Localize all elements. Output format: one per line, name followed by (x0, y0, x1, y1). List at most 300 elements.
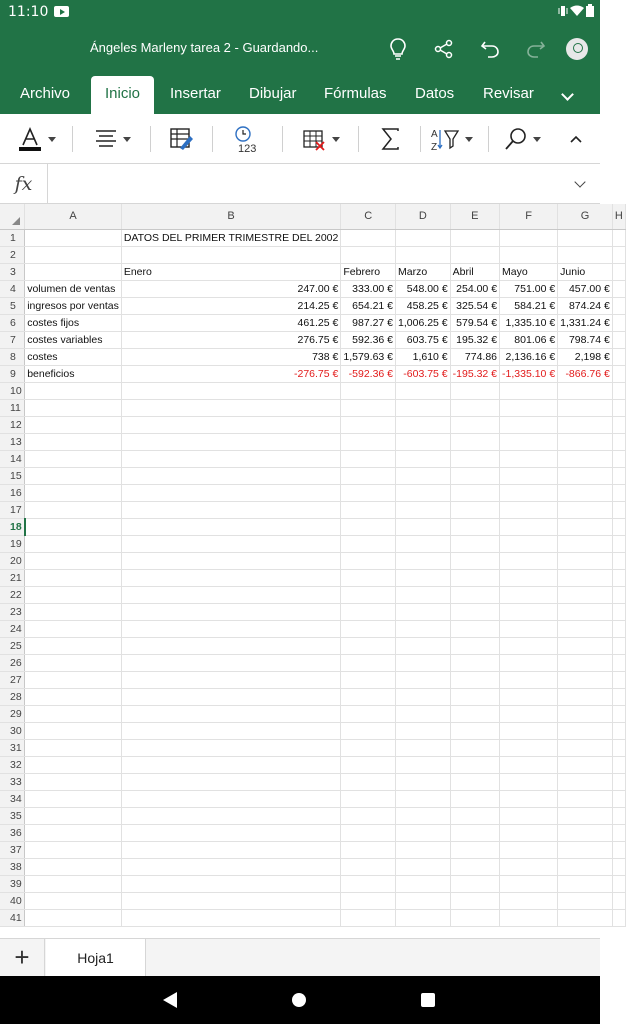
cell[interactable] (121, 501, 341, 518)
column-header[interactable]: F (500, 204, 558, 229)
cell[interactable] (500, 756, 558, 773)
cell[interactable]: costes variables (25, 331, 122, 348)
row-header[interactable]: 35 (0, 807, 25, 824)
cell[interactable] (612, 518, 625, 535)
account-avatar[interactable] (566, 38, 588, 60)
cell[interactable] (396, 603, 451, 620)
cell-styles-button[interactable] (164, 122, 198, 156)
row-header[interactable]: 3 (0, 263, 25, 280)
row-header[interactable]: 2 (0, 246, 25, 263)
cell[interactable] (450, 484, 499, 501)
cell[interactable] (396, 892, 451, 909)
cell[interactable] (121, 586, 341, 603)
cell[interactable] (341, 756, 396, 773)
cell[interactable] (25, 841, 122, 858)
cell[interactable] (612, 450, 625, 467)
cell[interactable] (558, 535, 613, 552)
cell[interactable] (500, 875, 558, 892)
cell[interactable]: -276.75 € (121, 365, 341, 382)
cell[interactable] (121, 756, 341, 773)
cell[interactable]: costes fijos (25, 314, 122, 331)
cell[interactable] (396, 620, 451, 637)
cell[interactable] (121, 552, 341, 569)
cell[interactable] (396, 756, 451, 773)
cell[interactable] (500, 416, 558, 433)
row-header[interactable]: 32 (0, 756, 25, 773)
cell[interactable] (558, 773, 613, 790)
cell[interactable] (450, 637, 499, 654)
cell[interactable] (500, 603, 558, 620)
cell[interactable]: -592.36 € (341, 365, 396, 382)
cell[interactable] (25, 722, 122, 739)
cell[interactable] (558, 637, 613, 654)
cell[interactable] (558, 467, 613, 484)
cell[interactable] (500, 739, 558, 756)
cell[interactable] (121, 688, 341, 705)
collapse-ribbon-button[interactable] (562, 122, 590, 156)
cell[interactable]: 1,006.25 € (396, 314, 451, 331)
cell[interactable]: 1,331.24 € (558, 314, 613, 331)
cell[interactable] (612, 331, 625, 348)
cell[interactable] (121, 450, 341, 467)
cell[interactable] (450, 501, 499, 518)
cell[interactable] (500, 246, 558, 263)
cell[interactable]: 751.00 € (500, 280, 558, 297)
cell[interactable] (612, 688, 625, 705)
cell[interactable]: 247.00 € (121, 280, 341, 297)
cell[interactable] (450, 450, 499, 467)
cell[interactable] (341, 229, 396, 246)
column-header[interactable]: H (612, 204, 625, 229)
cell[interactable] (25, 535, 122, 552)
cell[interactable]: 2,198 € (558, 348, 613, 365)
cell[interactable] (25, 773, 122, 790)
cell[interactable]: Junio (558, 263, 613, 280)
cell[interactable] (500, 535, 558, 552)
tab-dibujar[interactable]: Dibujar (249, 85, 297, 102)
row-header[interactable]: 26 (0, 654, 25, 671)
cell[interactable]: beneficios (25, 365, 122, 382)
cell[interactable] (396, 501, 451, 518)
cell[interactable] (396, 671, 451, 688)
row-header[interactable]: 27 (0, 671, 25, 688)
row-header[interactable]: 1 (0, 229, 25, 246)
cell[interactable] (558, 569, 613, 586)
cell[interactable] (500, 807, 558, 824)
cell[interactable] (121, 807, 341, 824)
cell[interactable] (25, 875, 122, 892)
cell[interactable] (558, 552, 613, 569)
cell[interactable] (612, 399, 625, 416)
cell[interactable] (341, 722, 396, 739)
cell[interactable] (612, 365, 625, 382)
cell[interactable] (121, 637, 341, 654)
cell[interactable] (341, 484, 396, 501)
cell[interactable] (450, 688, 499, 705)
cell[interactable] (396, 382, 451, 399)
cell[interactable] (558, 229, 613, 246)
cell[interactable]: -195.32 € (450, 365, 499, 382)
row-header[interactable]: 29 (0, 705, 25, 722)
row-header[interactable]: 19 (0, 535, 25, 552)
cell[interactable]: 584.21 € (500, 297, 558, 314)
cell[interactable] (612, 671, 625, 688)
cell[interactable] (450, 382, 499, 399)
cell[interactable] (121, 654, 341, 671)
cell[interactable] (341, 824, 396, 841)
cell[interactable] (500, 620, 558, 637)
cell[interactable] (341, 807, 396, 824)
cell[interactable] (25, 807, 122, 824)
column-header[interactable]: A (25, 204, 122, 229)
cell[interactable] (25, 756, 122, 773)
cell[interactable] (341, 688, 396, 705)
cell[interactable] (612, 501, 625, 518)
cell[interactable]: 654.21 € (341, 297, 396, 314)
cell[interactable] (25, 382, 122, 399)
cell[interactable] (558, 875, 613, 892)
cell[interactable] (612, 705, 625, 722)
cell[interactable] (396, 654, 451, 671)
cell[interactable] (341, 739, 396, 756)
cell[interactable] (500, 654, 558, 671)
row-header[interactable]: 41 (0, 909, 25, 926)
cell[interactable] (25, 909, 122, 926)
cell[interactable] (612, 229, 625, 246)
chevron-down-icon[interactable] (574, 176, 585, 187)
cell[interactable] (450, 841, 499, 858)
cell[interactable] (121, 705, 341, 722)
cell[interactable] (612, 263, 625, 280)
cell[interactable] (558, 620, 613, 637)
sort-filter-button[interactable] (428, 122, 474, 156)
cell[interactable] (25, 433, 122, 450)
cell[interactable] (341, 875, 396, 892)
cell[interactable] (341, 518, 396, 535)
cell[interactable]: 987.27 € (341, 314, 396, 331)
cell[interactable] (121, 467, 341, 484)
cell[interactable] (121, 875, 341, 892)
row-header[interactable]: 39 (0, 875, 25, 892)
row-header[interactable]: 23 (0, 603, 25, 620)
cell[interactable] (341, 433, 396, 450)
cell[interactable] (396, 229, 451, 246)
cell[interactable] (341, 535, 396, 552)
cell[interactable] (450, 892, 499, 909)
cell[interactable] (25, 263, 122, 280)
cell[interactable] (558, 909, 613, 926)
row-header[interactable]: 9 (0, 365, 25, 382)
cell[interactable] (396, 552, 451, 569)
cell[interactable] (341, 586, 396, 603)
cell[interactable] (558, 518, 613, 535)
cell[interactable]: 798.74 € (558, 331, 613, 348)
cell[interactable] (121, 722, 341, 739)
cell[interactable] (612, 892, 625, 909)
row-header[interactable]: 11 (0, 399, 25, 416)
row-header[interactable]: 37 (0, 841, 25, 858)
cell[interactable] (612, 552, 625, 569)
cell[interactable] (558, 841, 613, 858)
cell[interactable] (558, 433, 613, 450)
cell[interactable]: 195.32 € (450, 331, 499, 348)
row-header[interactable]: 34 (0, 790, 25, 807)
font-color-button[interactable] (14, 122, 58, 156)
cell[interactable] (121, 416, 341, 433)
cell[interactable]: 458.25 € (396, 297, 451, 314)
cell[interactable] (25, 603, 122, 620)
cell[interactable] (396, 569, 451, 586)
cell[interactable] (612, 586, 625, 603)
back-icon[interactable] (163, 992, 177, 1008)
cell[interactable] (558, 858, 613, 875)
cell[interactable] (25, 654, 122, 671)
cell[interactable]: 254.00 € (450, 280, 499, 297)
cell[interactable] (341, 705, 396, 722)
cell[interactable] (396, 535, 451, 552)
cell[interactable] (500, 586, 558, 603)
cell[interactable] (558, 722, 613, 739)
row-header[interactable]: 15 (0, 467, 25, 484)
cell[interactable] (500, 773, 558, 790)
cell[interactable] (450, 654, 499, 671)
cell[interactable]: 738 € (121, 348, 341, 365)
cell[interactable] (396, 790, 451, 807)
spreadsheet-grid[interactable] (0, 204, 623, 938)
cell[interactable] (396, 246, 451, 263)
undo-icon[interactable] (477, 36, 503, 62)
cell[interactable] (612, 416, 625, 433)
cell[interactable] (121, 603, 341, 620)
cell[interactable] (612, 858, 625, 875)
cell[interactable] (450, 671, 499, 688)
autosum-button[interactable] (374, 122, 408, 156)
tab-formulas[interactable]: Fórmulas (324, 85, 387, 102)
cell[interactable] (612, 824, 625, 841)
cell[interactable] (450, 518, 499, 535)
cell[interactable] (558, 450, 613, 467)
row-header[interactable]: 5 (0, 297, 25, 314)
cell[interactable] (396, 416, 451, 433)
cell[interactable]: 461.25 € (121, 314, 341, 331)
cell[interactable] (396, 807, 451, 824)
cell[interactable]: 457.00 € (558, 280, 613, 297)
cell[interactable] (396, 450, 451, 467)
cell[interactable] (612, 654, 625, 671)
cell[interactable]: Abril (450, 263, 499, 280)
cell[interactable] (558, 892, 613, 909)
cell[interactable] (121, 790, 341, 807)
tab-datos[interactable]: Datos (415, 85, 455, 102)
cell[interactable] (396, 688, 451, 705)
cell[interactable] (341, 246, 396, 263)
cell[interactable]: Enero (121, 263, 341, 280)
cell[interactable] (25, 450, 122, 467)
add-sheet-button[interactable]: + (0, 939, 45, 976)
cell[interactable] (341, 620, 396, 637)
cell[interactable] (341, 603, 396, 620)
cell[interactable] (396, 433, 451, 450)
cell[interactable] (558, 586, 613, 603)
cell[interactable] (25, 569, 122, 586)
cell[interactable] (121, 773, 341, 790)
cell[interactable] (500, 892, 558, 909)
row-header[interactable]: 8 (0, 348, 25, 365)
cell[interactable] (25, 501, 122, 518)
tab-inicio[interactable]: Inicio (91, 76, 154, 114)
cell[interactable] (25, 552, 122, 569)
cell[interactable] (450, 705, 499, 722)
cell[interactable] (450, 246, 499, 263)
cell[interactable] (558, 654, 613, 671)
cell[interactable] (25, 229, 122, 246)
cell[interactable] (25, 790, 122, 807)
cell[interactable] (500, 433, 558, 450)
cell[interactable] (450, 552, 499, 569)
cell[interactable] (25, 484, 122, 501)
cell[interactable] (341, 399, 396, 416)
row-header[interactable]: 25 (0, 637, 25, 654)
cell[interactable]: 2,136.16 € (500, 348, 558, 365)
cell[interactable]: -1,335.10 € (500, 365, 558, 382)
cell[interactable] (558, 807, 613, 824)
cell[interactable] (341, 773, 396, 790)
cell[interactable] (450, 875, 499, 892)
cell[interactable] (500, 501, 558, 518)
cell[interactable] (500, 909, 558, 926)
cell[interactable] (25, 518, 122, 535)
redo-icon[interactable] (523, 36, 549, 62)
cell[interactable] (396, 484, 451, 501)
cell[interactable] (121, 518, 341, 535)
column-header[interactable]: B (121, 204, 341, 229)
cell[interactable] (396, 841, 451, 858)
cell[interactable] (396, 875, 451, 892)
cell[interactable] (500, 722, 558, 739)
cell[interactable] (396, 909, 451, 926)
cell[interactable]: DATOS DEL PRIMER TRIMESTRE DEL 2002 (121, 229, 341, 246)
cell[interactable] (500, 552, 558, 569)
row-header[interactable]: 16 (0, 484, 25, 501)
row-header[interactable]: 24 (0, 620, 25, 637)
cell[interactable] (341, 637, 396, 654)
cell[interactable] (121, 246, 341, 263)
cell[interactable]: 603.75 € (396, 331, 451, 348)
cell[interactable]: 214.25 € (121, 297, 341, 314)
cell[interactable] (25, 739, 122, 756)
cell[interactable]: Marzo (396, 263, 451, 280)
cell[interactable] (500, 467, 558, 484)
cell[interactable] (612, 722, 625, 739)
cell[interactable] (500, 824, 558, 841)
row-header[interactable]: 17 (0, 501, 25, 518)
cell[interactable]: 1,610 € (396, 348, 451, 365)
align-button[interactable] (90, 122, 134, 156)
tab-insertar[interactable]: Insertar (170, 85, 221, 102)
cell[interactable] (500, 705, 558, 722)
cell[interactable]: costes (25, 348, 122, 365)
cell[interactable] (25, 416, 122, 433)
row-header[interactable]: 10 (0, 382, 25, 399)
cell[interactable] (612, 756, 625, 773)
cell[interactable] (121, 892, 341, 909)
lightbulb-icon[interactable] (385, 36, 411, 62)
cell[interactable] (450, 909, 499, 926)
cell[interactable] (25, 671, 122, 688)
cell[interactable] (450, 773, 499, 790)
cell[interactable]: ingresos por ventas (25, 297, 122, 314)
row-header[interactable]: 14 (0, 450, 25, 467)
cell[interactable] (121, 824, 341, 841)
row-header[interactable]: 28 (0, 688, 25, 705)
cell[interactable] (450, 603, 499, 620)
row-header[interactable]: 36 (0, 824, 25, 841)
row-header[interactable]: 18 (0, 518, 25, 535)
select-all-corner[interactable] (0, 204, 25, 229)
cell[interactable] (450, 858, 499, 875)
cell[interactable] (396, 467, 451, 484)
cell[interactable] (612, 620, 625, 637)
cell[interactable] (612, 280, 625, 297)
cell[interactable] (121, 484, 341, 501)
tab-archivo[interactable]: Archivo (20, 85, 71, 102)
cell[interactable] (450, 824, 499, 841)
cell[interactable]: 1,579.63 € (341, 348, 396, 365)
cell[interactable] (396, 722, 451, 739)
home-icon[interactable] (292, 993, 306, 1007)
cell[interactable] (121, 620, 341, 637)
row-header[interactable]: 4 (0, 280, 25, 297)
cell[interactable] (450, 620, 499, 637)
cell[interactable] (558, 484, 613, 501)
share-icon[interactable] (431, 36, 457, 62)
cell[interactable] (500, 450, 558, 467)
cell[interactable] (450, 535, 499, 552)
cell[interactable] (612, 841, 625, 858)
cell[interactable] (396, 518, 451, 535)
cell[interactable] (121, 858, 341, 875)
cell[interactable] (558, 603, 613, 620)
fx-icon[interactable]: fx (0, 164, 48, 204)
cell[interactable] (25, 399, 122, 416)
cell[interactable] (25, 586, 122, 603)
cell[interactable] (396, 773, 451, 790)
cell[interactable] (121, 569, 341, 586)
cell[interactable] (612, 535, 625, 552)
cell[interactable] (121, 433, 341, 450)
cell[interactable] (558, 416, 613, 433)
cell[interactable] (341, 892, 396, 909)
document-title[interactable]: Ángeles Marleny tarea 2 - Guardando... (90, 40, 319, 55)
cell[interactable] (612, 433, 625, 450)
cell[interactable] (500, 688, 558, 705)
number-format-button[interactable] (228, 122, 264, 156)
cell[interactable] (500, 518, 558, 535)
cell[interactable] (121, 399, 341, 416)
cell[interactable]: 579.54 € (450, 314, 499, 331)
cell[interactable]: 333.00 € (341, 280, 396, 297)
cell[interactable] (612, 314, 625, 331)
cell[interactable]: -603.75 € (396, 365, 451, 382)
cell[interactable] (612, 773, 625, 790)
cell[interactable]: 874.24 € (558, 297, 613, 314)
cell[interactable] (612, 348, 625, 365)
row-header[interactable]: 38 (0, 858, 25, 875)
cell[interactable] (612, 909, 625, 926)
row-header[interactable]: 21 (0, 569, 25, 586)
row-header[interactable]: 33 (0, 773, 25, 790)
cell[interactable] (500, 484, 558, 501)
